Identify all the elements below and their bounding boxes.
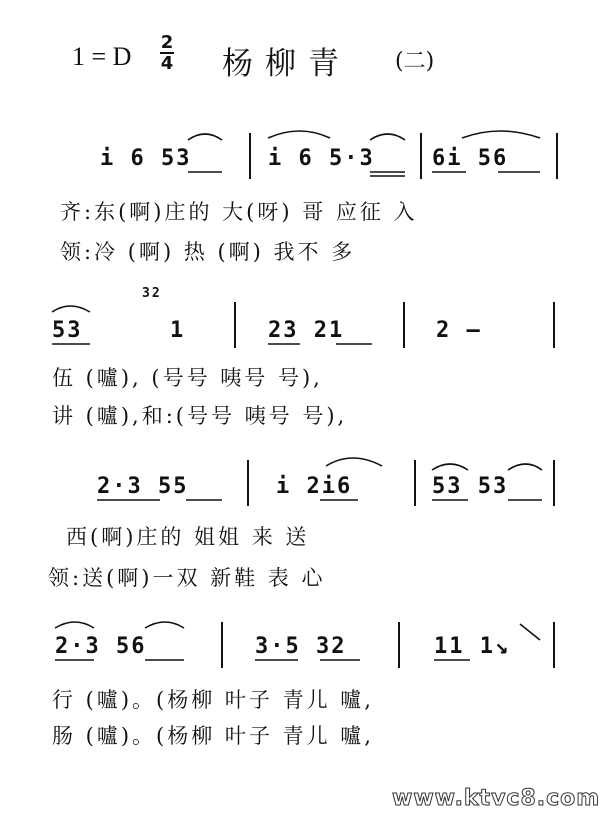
slur	[55, 622, 94, 628]
slur	[268, 131, 330, 138]
measure-2-notes: 1	[170, 318, 186, 343]
time-sig-bottom: 4	[160, 53, 174, 74]
lyric-line-2: 领:冷 (啊) 热 (啊) 我不 多	[60, 240, 356, 264]
slur	[145, 622, 184, 628]
lyric-line-1: 行 (嚧)。(杨柳 叶子 青儿 嚧,	[52, 688, 374, 712]
measure-2-notes: i 6 5·3	[268, 146, 375, 171]
slur	[188, 134, 222, 140]
lyric-line-2: 领:送(啊)一双 新鞋 表 心	[48, 566, 326, 590]
measure-3-notes: 53 53	[432, 474, 509, 499]
measure-4-notes: 2 —	[436, 318, 482, 343]
time-sig-top: 2	[160, 32, 174, 53]
lyric-line-2: 讲 (嚧),和:(号号 咦号 号),	[52, 404, 348, 428]
slur	[462, 131, 540, 138]
watermark: www.ktvc8.com	[392, 786, 601, 811]
measure-3-notes: 23 21	[268, 318, 345, 343]
measure-1-notes: 2·3 56	[55, 634, 147, 659]
measure-2-notes: 3·5 32	[255, 634, 347, 659]
measure-1-notes: i 6 53	[100, 146, 192, 171]
slur	[370, 134, 405, 140]
song-subtitle: (二)	[395, 49, 435, 74]
measure-3-notes: 11 1↘	[434, 634, 511, 659]
grace-notes: 32	[142, 286, 162, 301]
slur	[52, 306, 90, 312]
measure-2-notes: i 2i6	[276, 474, 353, 499]
measure-1-notes: 2·3 55	[97, 474, 189, 499]
glissando-mark	[520, 624, 540, 640]
lyric-line-1: 伍 (嚧), (号号 咦号 号),	[52, 366, 323, 390]
key-signature: 1 = D	[72, 42, 132, 71]
lyric-line-1: 齐:东(啊)庄的 大(呀) 哥 应征 入	[60, 200, 418, 224]
song-title: 杨柳青	[222, 46, 351, 82]
lyric-line-1: 西(啊)庄的 姐姐 来 送	[66, 525, 310, 549]
measure-3-notes: 6i 56	[432, 146, 509, 171]
slur	[432, 464, 468, 470]
slur	[508, 464, 542, 470]
slur	[326, 458, 382, 466]
lyric-line-2: 肠 (嚧)。(杨柳 叶子 青儿 嚧,	[52, 724, 374, 748]
measure-1-notes: 53	[52, 318, 83, 343]
